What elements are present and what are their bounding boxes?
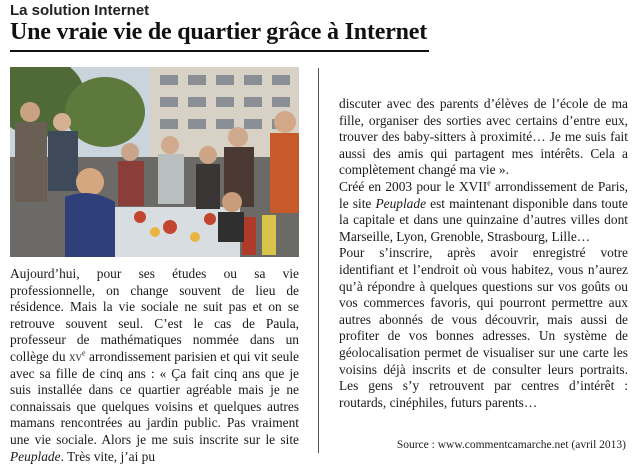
headline-rule	[10, 50, 429, 52]
article-paragraph	[339, 179, 628, 245]
superscript: e	[82, 348, 86, 358]
text-run: arrondissement de Paris, le site	[339, 178, 629, 211]
article-column-right	[339, 96, 628, 411]
article-headline: Une vraie vie de quartier grâce à Internet	[10, 19, 428, 45]
site-name: Peuplade	[375, 195, 427, 211]
column-divider	[318, 68, 319, 453]
text-run: Créé en 2003 pour le XVII	[339, 178, 488, 194]
site-name: Peuplade	[10, 448, 61, 464]
photo-neighborhood-party-icon	[10, 67, 299, 257]
text-run: Aujourd’hui, pour ses études ou sa vie professionnelle, on change souvent de lieu de résidence. Mais la vie sociale ne suit pas et on se retrouve souvent seul. C’est le cas de Paula, professeur de mathématiques nommée dans un collège du	[10, 266, 299, 364]
text-run: xv	[69, 348, 82, 364]
superscript: e	[487, 178, 491, 188]
text-run: est maintenant disponible dans toute la capitale et dans une quinzaine d’autres villes dont Marseille, Lyon, Grenoble, Strasbourg, Lille…	[339, 195, 628, 244]
section-kicker: La solution Internet	[10, 2, 150, 19]
article-paragraph	[10, 266, 299, 465]
article-paragraph: discuter avec des parents d’élèves de l’école de ma fille, organiser des sorties avec certains d’entre eux, trouver des baby-sitters à proximité… Je me suis fait aussi des amis qui partagent mes intérêts. Cela a complètement changé ma vie ».	[339, 96, 628, 178]
text-run: . Très vite, j’ai pu	[60, 448, 156, 464]
source-citation: Source : www.commentcamarche.net (avril 2013)	[396, 439, 626, 451]
text-run: arrondissement parisien et qui vit seule avec sa fille de cinq ans : « Ça fait cinq ans que je suis installée dans ce quartier agréable mais je ne connaissais que quelques voisins et quelques autres mamans rencontrées au jardin public. Pas vraiment une vie sociale. Alors je me suis inscrite sur le site	[10, 348, 299, 447]
article-paragraph: Pour s’inscrire, après avoir enregistré votre identifiant et l’endroit où vous habitez, vous n’aurez qu’à répondre à quelques questions sur vos goûts ou vos commerces favoris, qui pourront permettre aux autres abonnés de vous découvrir, mais aussi de profiter de vos bonnes adresses. Un système de géolocalisation permet de visualiser sur une carte les voisins déjà inscrits et de consulter leurs portraits. Les gens s’y retrouvent par centres d’intérêt : routards, cinéphiles, futurs parents…	[339, 245, 628, 410]
article-column-left	[10, 266, 299, 465]
article-photo	[10, 67, 299, 257]
